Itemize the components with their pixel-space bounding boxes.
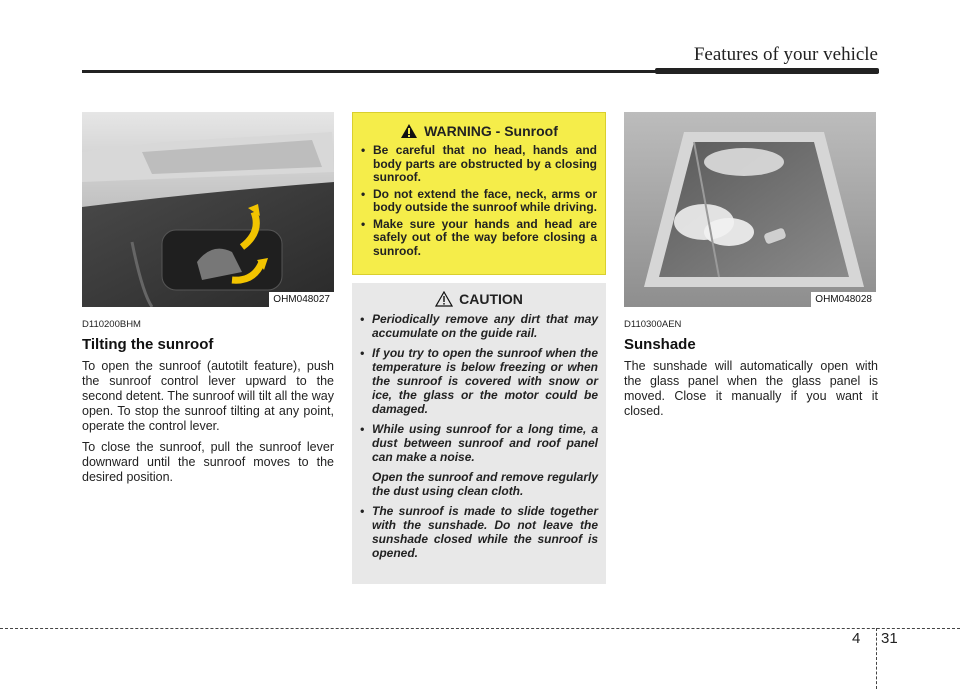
page-header-title: Features of your vehicle [693, 44, 878, 65]
caution-item: • If you try to open the sunroof when the temperature is below freezing or when the sunroof is covered with snow or ice, the glass or the motor could be damaged. [360, 346, 598, 416]
body-paragraph: To close the sunroof, pull the sunroof lever downward until the sunroof moves to the desired position. [82, 440, 334, 484]
sunshade-illustration [624, 112, 876, 307]
warning-item: • Do not extend the face, neck, arms or body outside the sunroof while driving. [361, 188, 597, 215]
caution-title-text: CAUTION [459, 291, 523, 307]
section-heading: Tilting the sunroof [82, 336, 214, 353]
warning-item: • Be careful that no head, hands and body parts are obstructed by a closing sunroof. [361, 144, 597, 185]
warning-triangle-icon [400, 123, 418, 139]
left-column [82, 112, 334, 491]
section-code: D110200BHM [82, 319, 141, 330]
body-paragraph: To open the sunroof (autotilt feature), push the sunroof control lever upward to the second detent. The sunroof will tilt all the way open. To stop the sunroof tilting at any point, operate the control lever. [82, 359, 334, 433]
section-code: D110300AEN [624, 319, 682, 330]
caution-title [360, 291, 598, 307]
chapter-number: 4 [852, 630, 861, 647]
sunroof-lever-drawing [82, 112, 334, 307]
page-number: 31 [881, 630, 898, 647]
caution-box [352, 283, 606, 584]
caution-item: • The sunroof is made to slide together with the sunshade. Do not leave the sunshade closed while the sunroof is opened. [360, 504, 598, 560]
figure-label: OHM048027 [269, 292, 334, 307]
caution-item-continuation: Open the sunroof and remove regularly the dust using clean cloth. [372, 470, 598, 498]
caution-list [360, 312, 598, 560]
right-column [624, 112, 878, 425]
caution-item: • While using sunroof for a long time, a dust between sunroof and roof panel can make a noise. [360, 422, 598, 464]
middle-column [352, 112, 606, 584]
figure-label: OHM048028 [811, 292, 876, 307]
section-heading: Sunshade [624, 336, 696, 353]
footer-rule [0, 628, 960, 629]
footer-divider [876, 628, 877, 689]
sunshade-drawing [624, 112, 876, 307]
warning-title-text: WARNING - Sunroof [424, 123, 558, 139]
warning-box [352, 112, 606, 275]
sunroof-lever-illustration [82, 112, 334, 307]
warning-item: • Make sure your hands and head are safely out of the way before closing a sunroof. [361, 218, 597, 259]
header-rule-accent [655, 68, 879, 74]
warning-list [361, 144, 597, 258]
body-paragraph: The sunshade will automatically open with the glass panel when the glass panel is moved. Close it manually if you want it closed. [624, 359, 878, 418]
warning-title [361, 123, 597, 139]
caution-item: • Periodically remove any dirt that may accumulate on the guide rail. [360, 312, 598, 340]
caution-triangle-icon [435, 291, 453, 307]
